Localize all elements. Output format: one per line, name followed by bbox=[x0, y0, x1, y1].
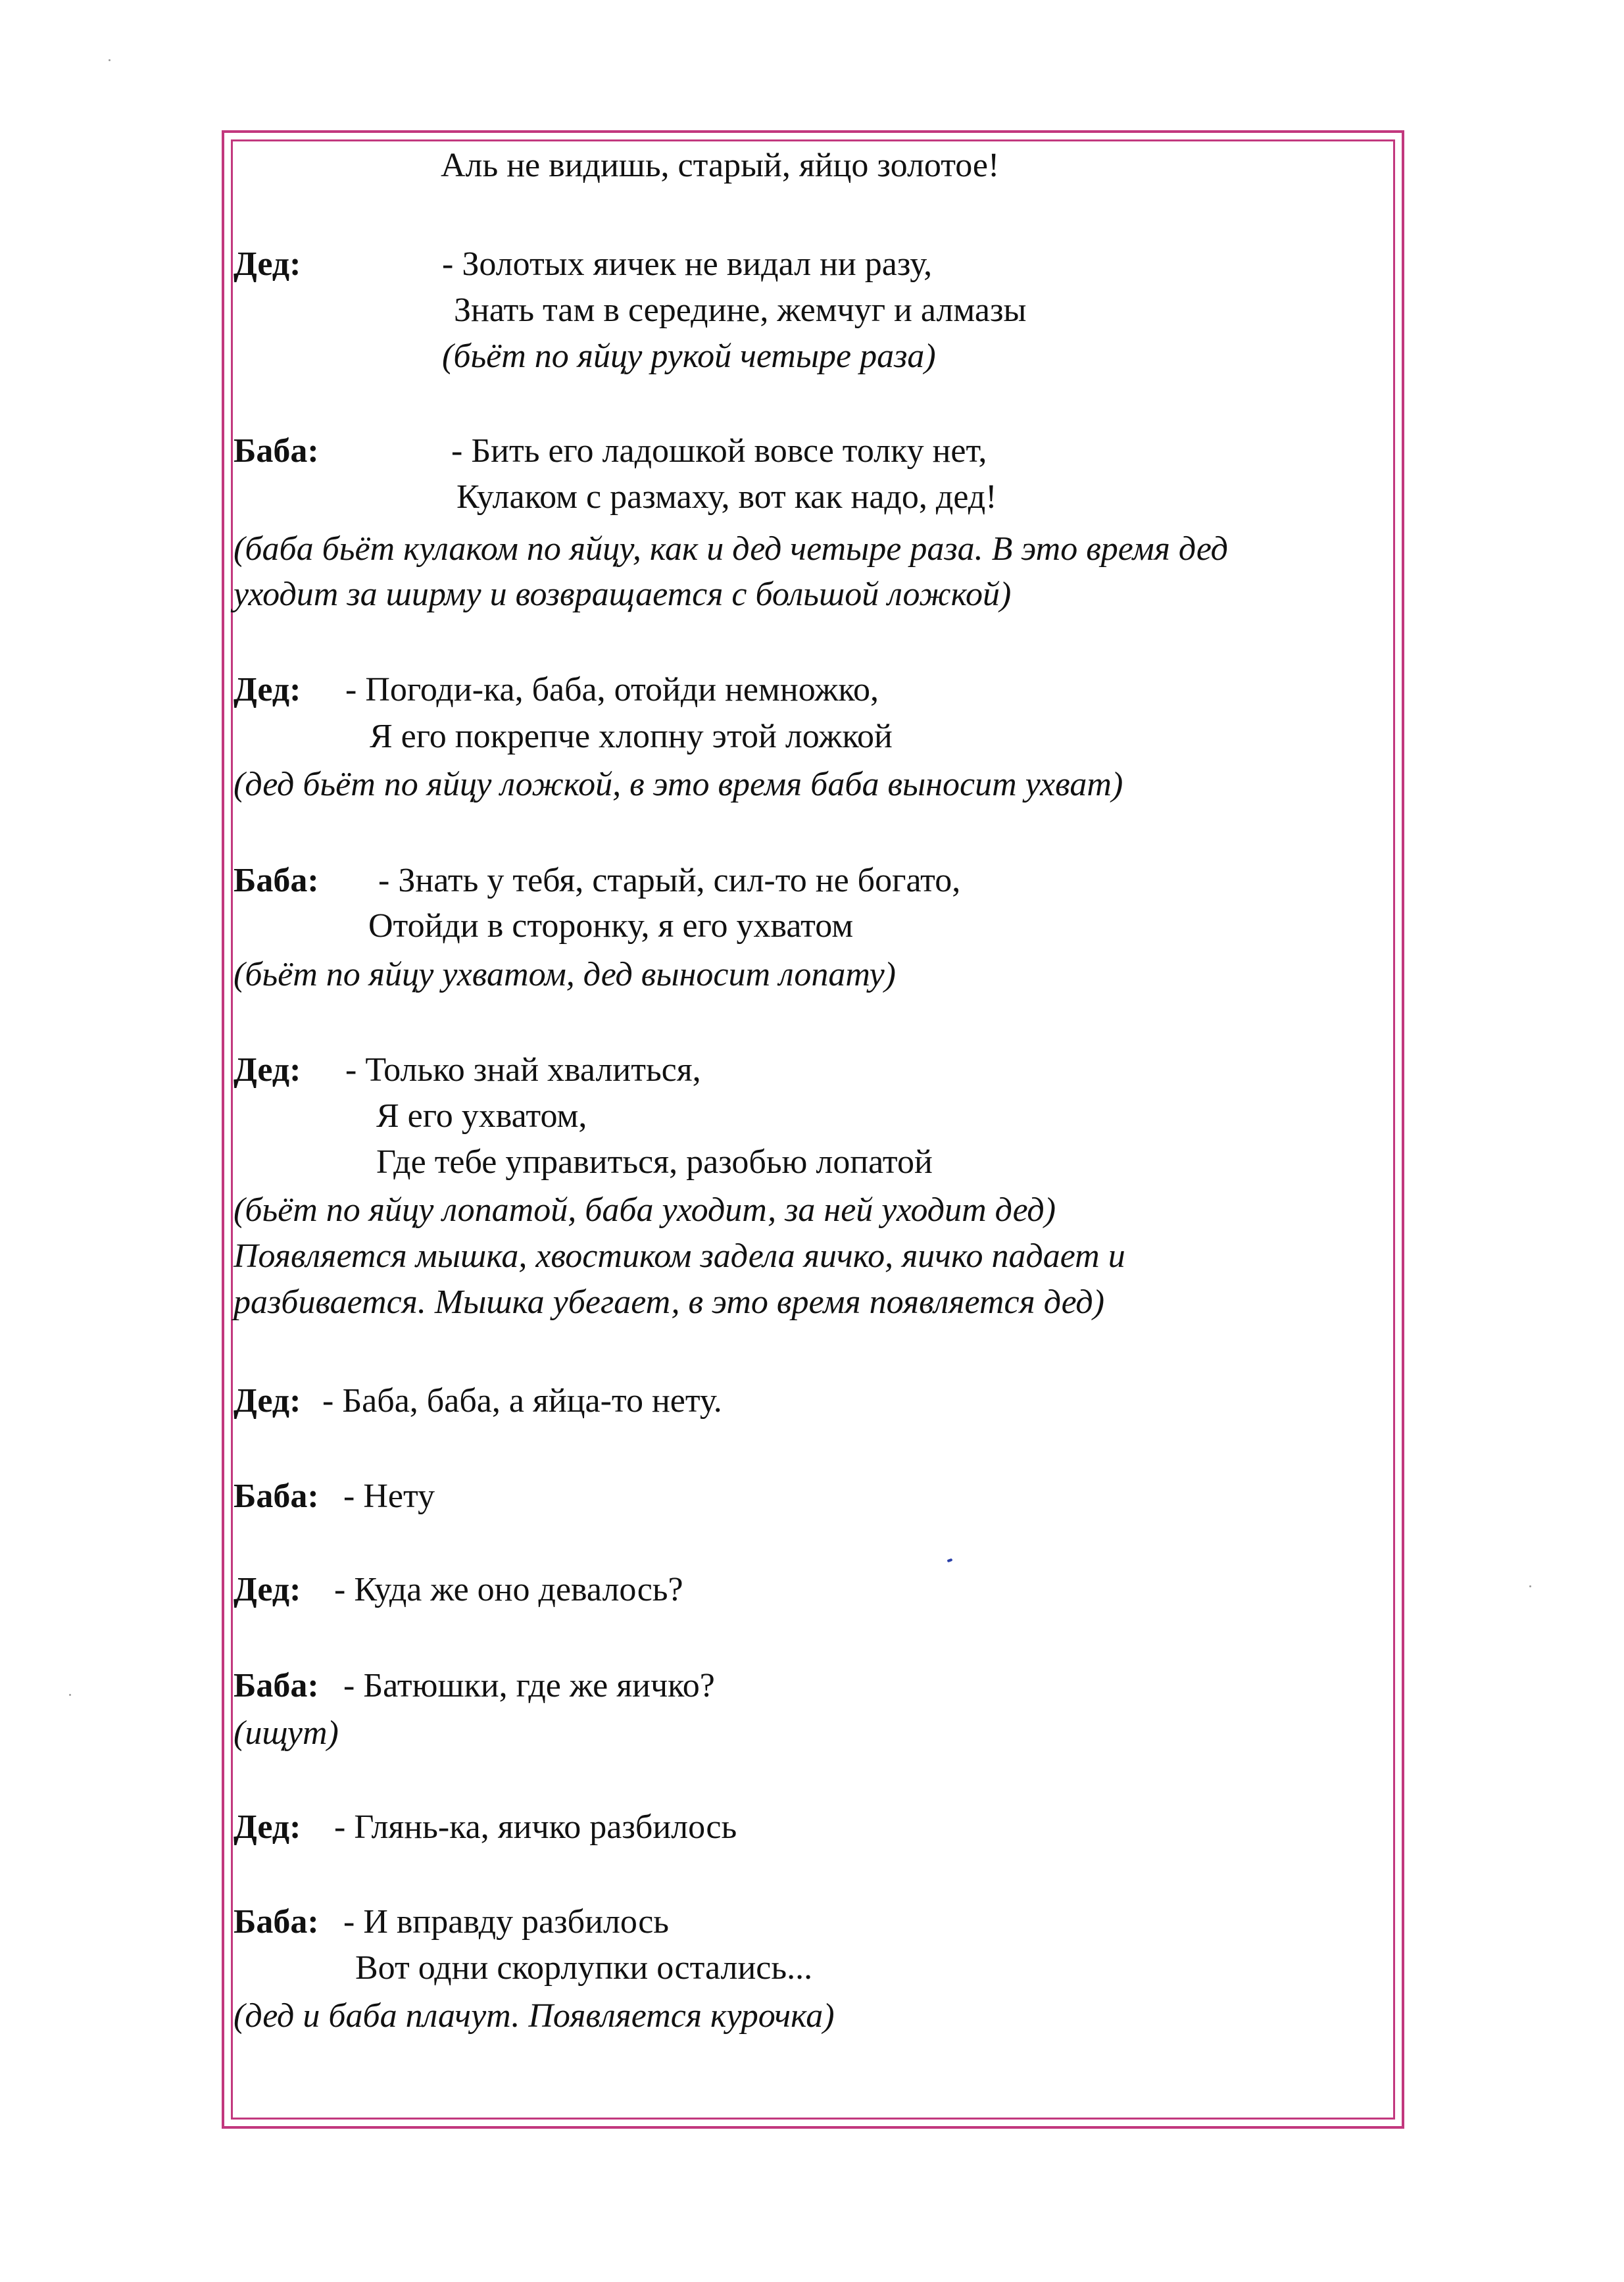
verse-line: - Только знай хвалиться, bbox=[345, 1051, 701, 1089]
scan-speck bbox=[109, 59, 111, 61]
stage-direction: (бьёт по яйцу рукой четыре раза) bbox=[442, 337, 936, 375]
verse-line: Где тебе управиться, разобью лопатой bbox=[376, 1143, 933, 1181]
speaker-label: Дед: bbox=[234, 1571, 301, 1608]
verse-line: - Золотых яичек не видал ни разу, bbox=[442, 245, 933, 283]
speaker-label: Дед: bbox=[234, 245, 301, 283]
verse-line: Вот одни скорлупки остались... bbox=[355, 1949, 813, 1987]
stage-direction: Появляется мышка, хвостиком задела яичко, яичко падает и bbox=[234, 1237, 1125, 1275]
verse-line: Аль не видишь, старый, яйцо золотое! bbox=[441, 147, 1000, 184]
speaker-label: Баба: bbox=[234, 1477, 319, 1515]
stage-direction: (бьёт по яйцу лопатой, баба уходит, за ней уходит дед) bbox=[234, 1191, 1056, 1229]
verse-line: Я его покрепче хлопну этой ложкой bbox=[370, 718, 893, 755]
speaker-label: Дед: bbox=[234, 1051, 301, 1089]
verse-line: - Батюшки, где же яичко? bbox=[343, 1667, 715, 1704]
verse-line: - Бить его ладошкой вовсе толку нет, bbox=[451, 432, 987, 470]
verse-line: Кулаком с размаху, вот как надо, дед! bbox=[456, 478, 997, 516]
verse-line: Я его ухватом, bbox=[376, 1097, 587, 1135]
stage-direction: разбивается. Мышка убегает, в это время появляется дед) bbox=[234, 1283, 1105, 1321]
verse-line: - Знать у тебя, старый, сил-то не богато, bbox=[378, 862, 961, 899]
speaker-label: Дед: bbox=[234, 671, 301, 708]
speaker-label: Баба: bbox=[234, 432, 319, 470]
scan-speck bbox=[1529, 1585, 1531, 1587]
stage-direction: (дед и баба плачут. Появляется курочка) bbox=[234, 1997, 835, 2035]
stage-direction: (баба бьёт кулаком по яйцу, как и дед четыре раза. В это время дед bbox=[234, 530, 1228, 568]
stage-direction: (ищут) bbox=[234, 1714, 339, 1752]
speaker-label: Баба: bbox=[234, 862, 319, 899]
speaker-label: Баба: bbox=[234, 1667, 319, 1704]
speaker-label: Баба: bbox=[234, 1903, 319, 1941]
verse-line: - Погоди-ка, баба, отойди немножко, bbox=[345, 671, 879, 708]
verse-line: Отойди в сторонку, я его ухватом bbox=[368, 907, 854, 945]
verse-line: - И вправду разбилось bbox=[343, 1903, 669, 1941]
verse-line: - Баба, баба, а яйца-то нету. bbox=[322, 1382, 722, 1420]
speaker-label: Дед: bbox=[234, 1808, 301, 1846]
stage-direction: (дед бьёт по яйцу ложкой, в это время баба выносит ухват) bbox=[234, 766, 1123, 803]
stage-direction: уходит за ширму и возвращается с большой ложкой) bbox=[234, 576, 1012, 613]
verse-line: - Нету bbox=[343, 1477, 435, 1515]
verse-line: - Куда же оно девалось? bbox=[334, 1571, 683, 1608]
verse-line: - Глянь-ка, яичко разбилось bbox=[334, 1808, 737, 1846]
stage-direction: (бьёт по яйцу ухватом, дед выносит лопату) bbox=[234, 956, 896, 993]
scan-speck bbox=[69, 1694, 71, 1696]
speaker-label: Дед: bbox=[234, 1382, 301, 1420]
verse-line: Знать там в середине, жемчуг и алмазы bbox=[454, 291, 1027, 329]
